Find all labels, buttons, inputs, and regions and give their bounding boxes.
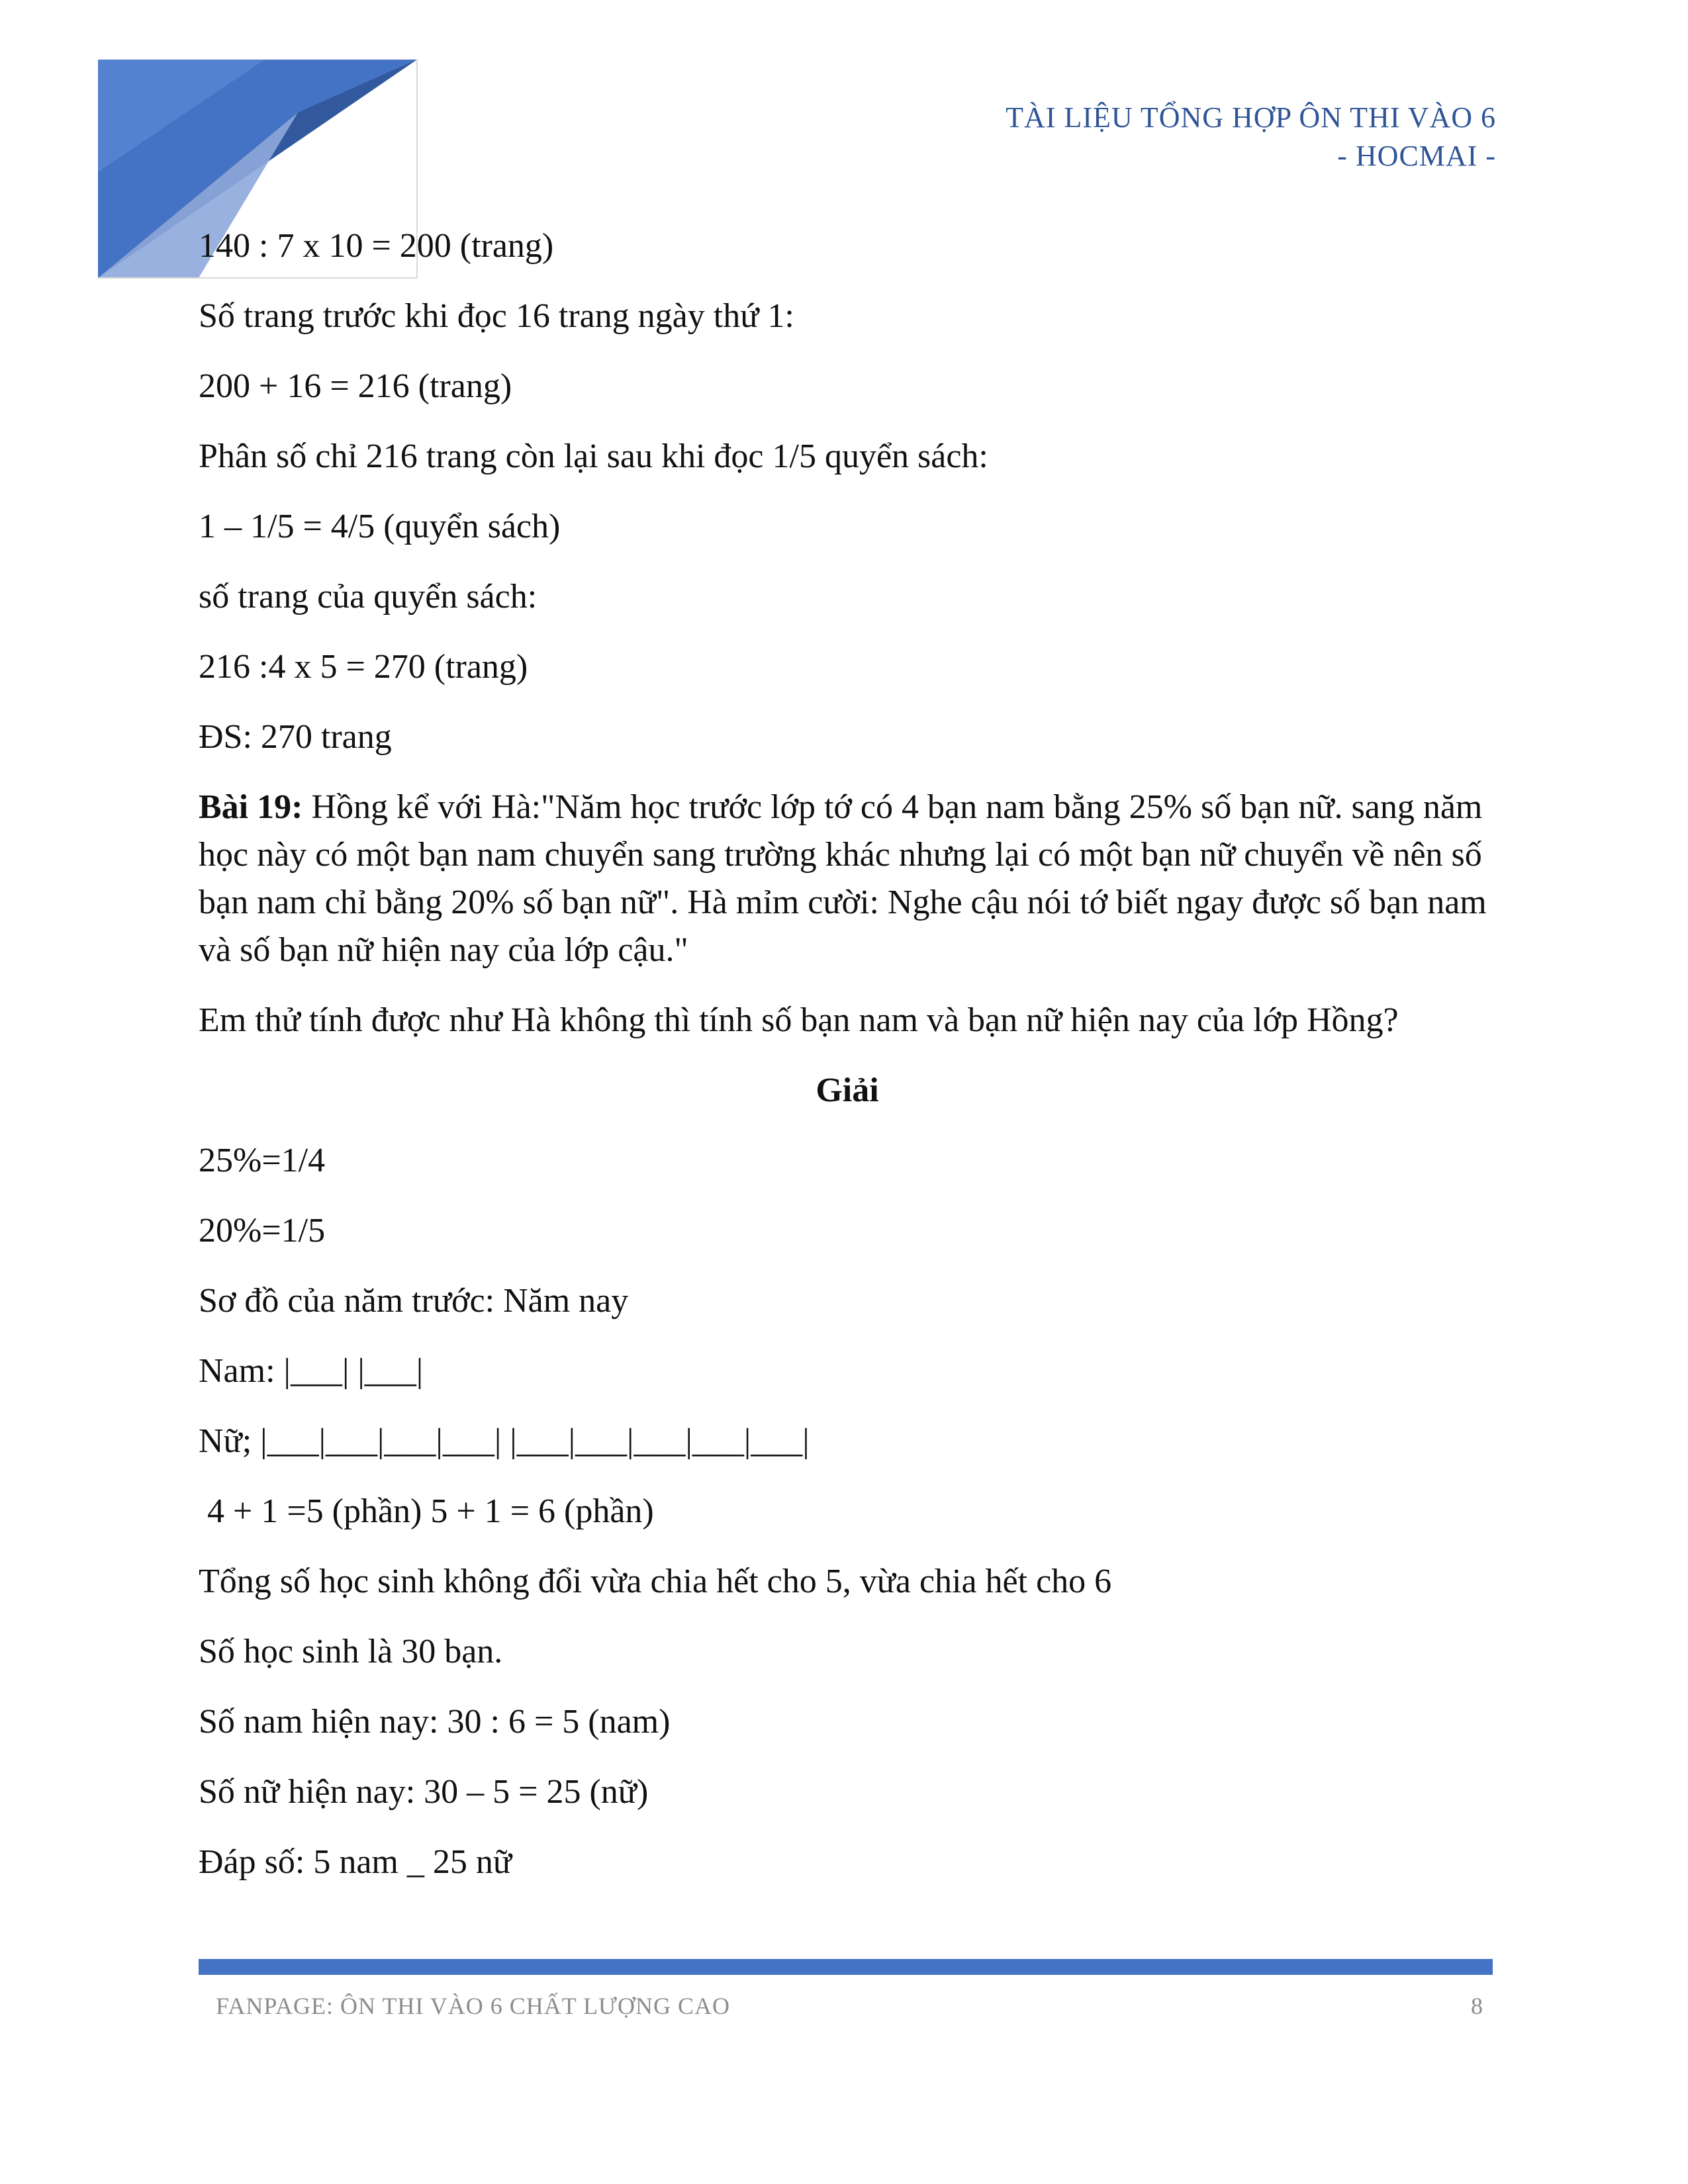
document-body (199, 222, 1496, 1909)
problem-label: Bài 19: (199, 788, 303, 826)
text-line: 216 :4 x 5 = 270 (trang) (199, 648, 528, 686)
text-line: 4 + 1 =5 (phần) 5 + 1 = 6 (phần) (199, 1492, 654, 1530)
problem-text: Hồng kể với Hà:"Năm học trước lớp tớ có 4 bạn nam bằng 25% số bạn nữ. sang năm học này có một bạn nam chuyển sang trường khác nhưng lại có một bạn nữ chuyển về nên số bạn nam chỉ bằng 20% số bạn nữ". Hà mỉm cười: Nghe cậu nói tớ biết ngay được số bạn nam và số bạn nữ hiện nay của lớp cậu." (199, 788, 1487, 969)
text-line: Số nam hiện nay: 30 : 6 = 5 (nam) (199, 1703, 671, 1741)
answer-line: Đáp số: 5 nam _ 25 nữ (199, 1843, 512, 1881)
text-line: 25%=1/4 (199, 1142, 326, 1179)
text-line: 20%=1/5 (199, 1212, 326, 1250)
problem-question: Em thử tính được như Hà không thì tính số bạn nam và bạn nữ hiện nay của lớp Hồng? (199, 1001, 1399, 1039)
text-line: Số nữ hiện nay: 30 – 5 = 25 (nữ) (199, 1773, 649, 1811)
header-title: TÀI LIỆU TỔNG HỢP ÔN THI VÀO 6 (1006, 101, 1496, 134)
text-line: Số học sinh là 30 bạn. (199, 1633, 503, 1670)
text-line: Số trang trước khi đọc 16 trang ngày thứ 1: (199, 297, 794, 335)
text-line: Phân số chỉ 216 trang còn lại sau khi đọc 1/5 quyển sách: (199, 437, 988, 475)
diagram-line-nam: Nam: |___| |___| (199, 1352, 424, 1390)
text-line: ĐS: 270 trang (199, 718, 392, 756)
text-line: 140 : 7 x 10 = 200 (trang) (199, 227, 554, 265)
diagram-line-nu: Nữ; |___|___|___|___| |___|___|___|___|___| (199, 1422, 810, 1460)
text-line: 200 + 16 = 216 (trang) (199, 367, 512, 405)
text-line: số trang của quyển sách: (199, 578, 538, 615)
header-subtitle: - HOCMAI - (1337, 140, 1496, 172)
footer-divider (199, 1959, 1493, 1975)
solution-heading: Giải (816, 1071, 879, 1109)
text-line: Sơ đồ của năm trước: Năm nay (199, 1282, 629, 1320)
page-number: 8 (1471, 1993, 1483, 2019)
problem-paragraph (199, 784, 1496, 974)
text-line: Tổng số học sinh không đổi vừa chia hết cho 5, vừa chia hết cho 6 (199, 1563, 1112, 1600)
footer-fanpage: FANPAGE: ÔN THI VÀO 6 CHẤT LƯỢNG CAO (216, 1993, 730, 2019)
text-line: 1 – 1/5 = 4/5 (quyển sách) (199, 508, 561, 545)
